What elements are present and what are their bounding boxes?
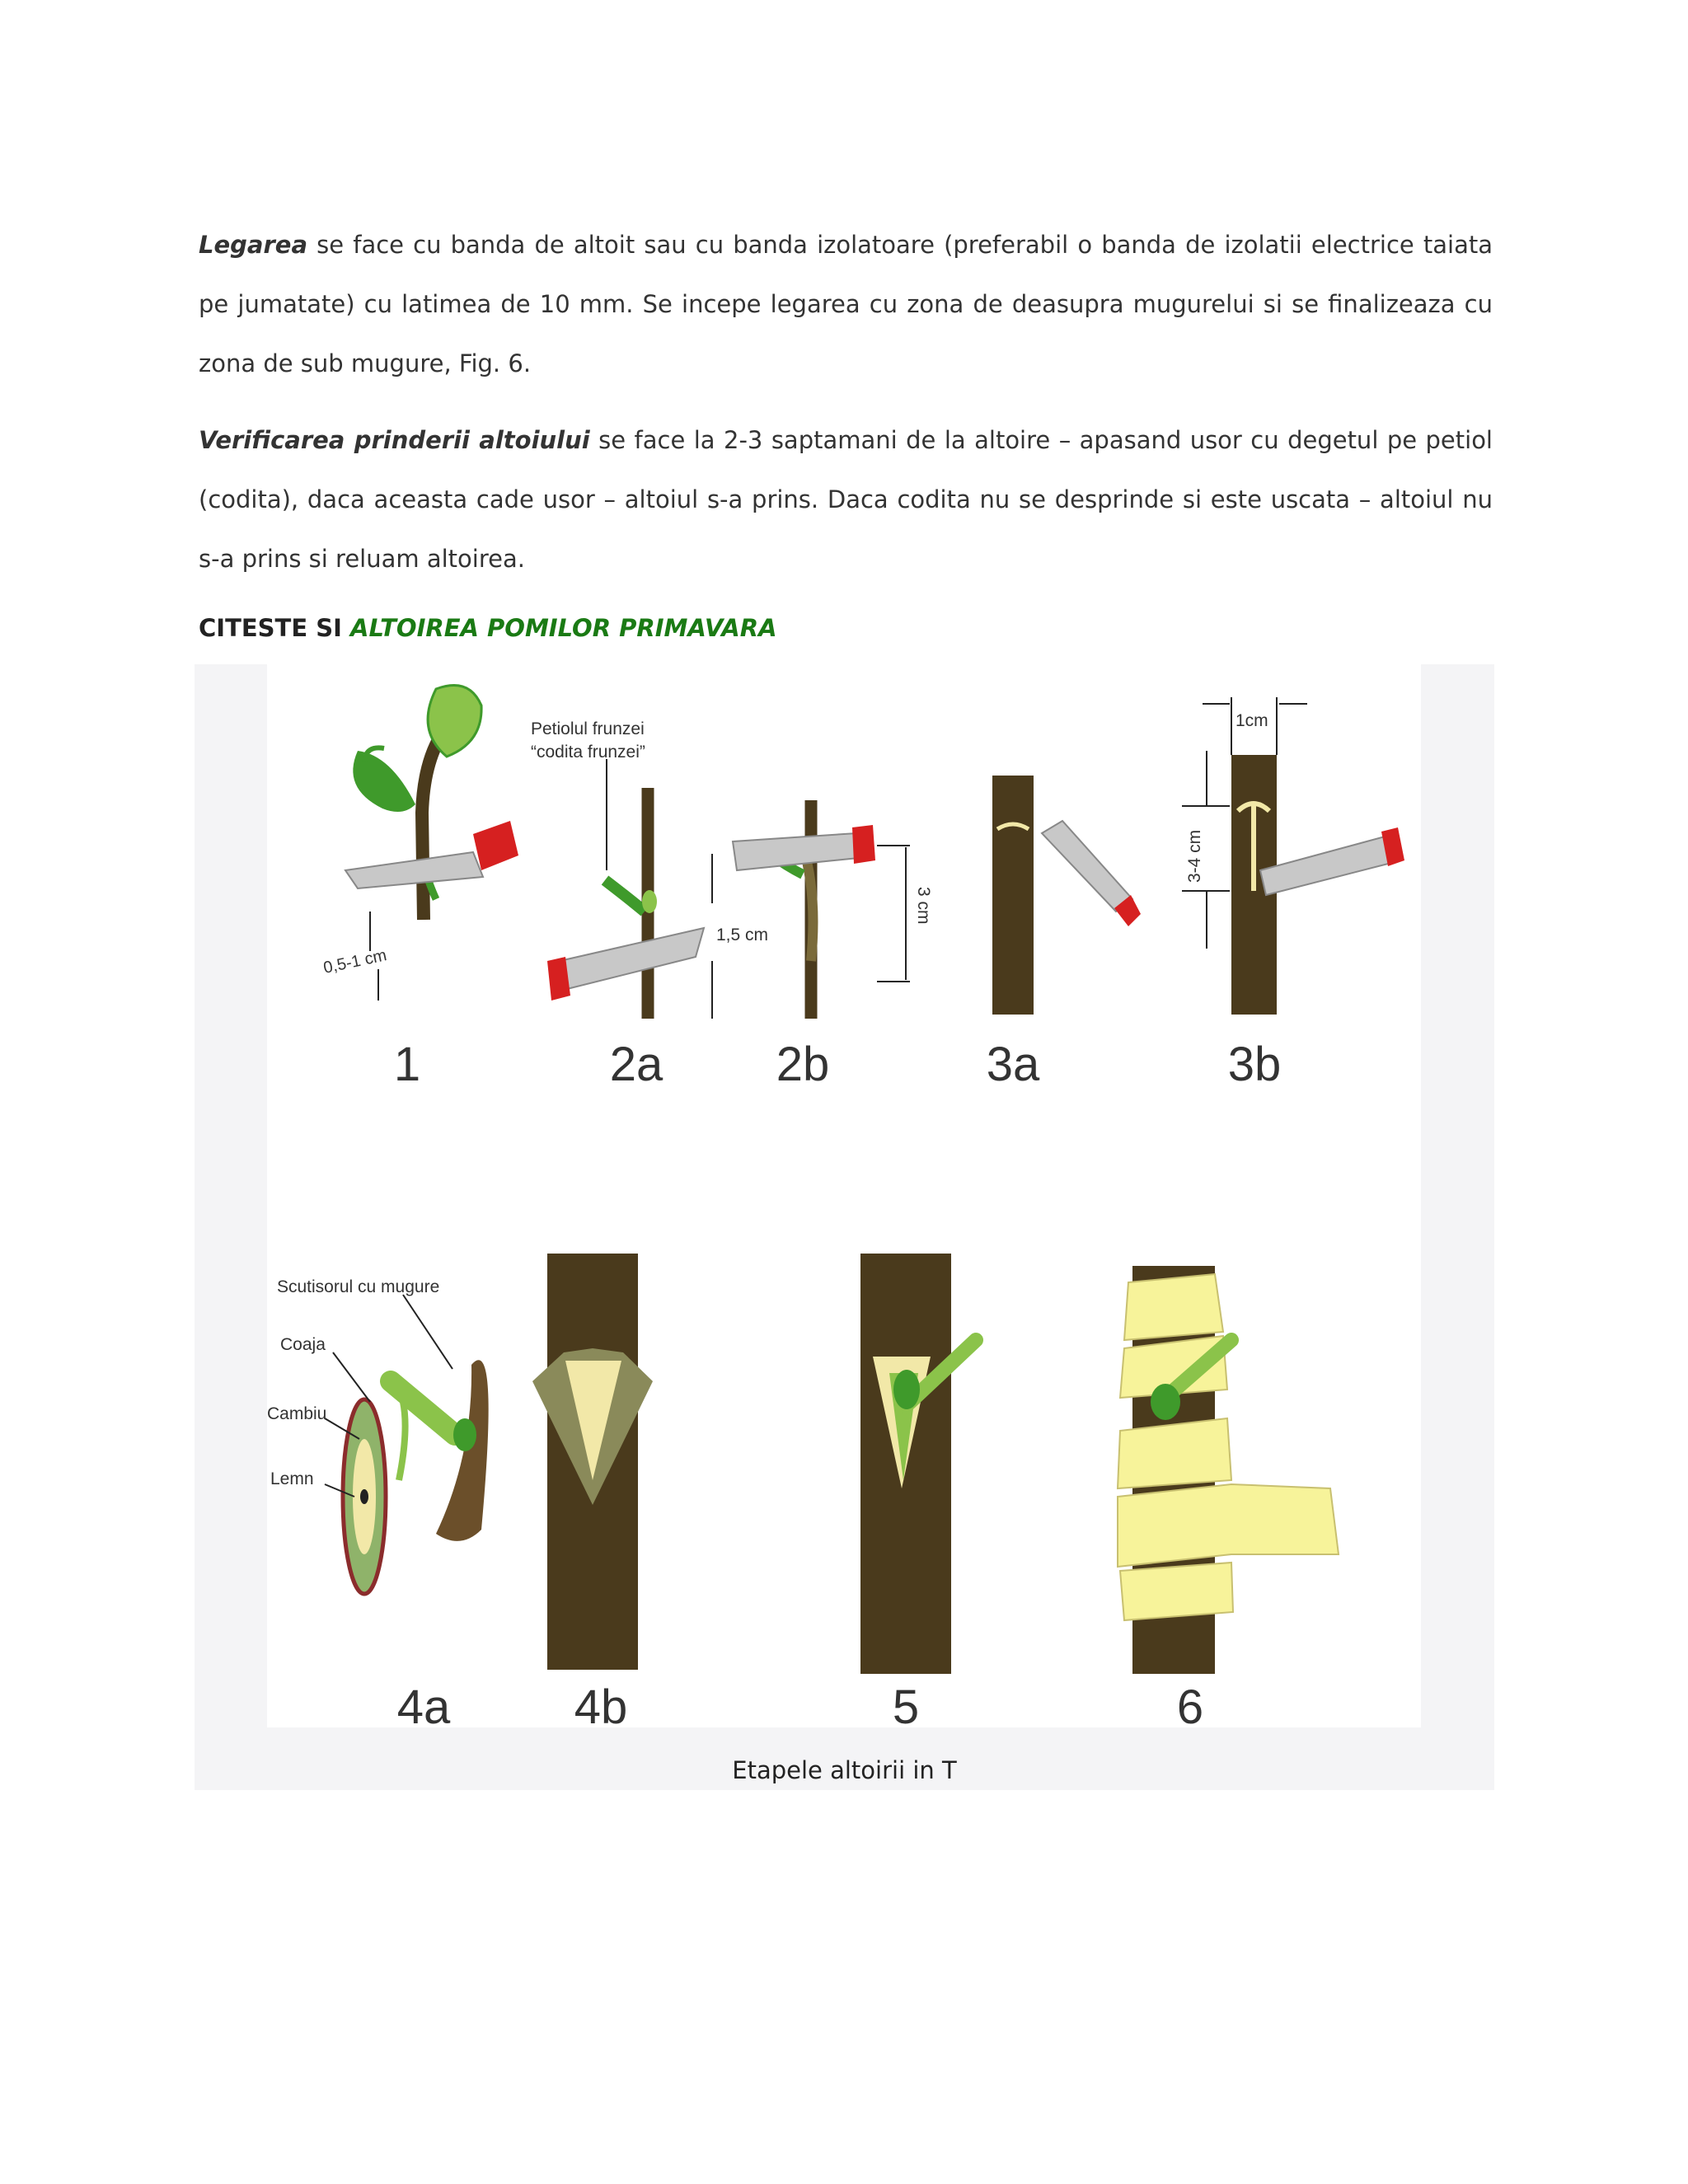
grafting-steps-illustration	[267, 664, 1421, 1727]
step-4b-drawing	[532, 1254, 653, 1670]
step-label-4b: 4b	[574, 1680, 628, 1727]
step-label-6: 6	[1176, 1680, 1204, 1727]
paragraph-text: se face cu banda de altoit sau cu banda izolatoare (preferabil o banda de izolatii electrice taiata pe jumatate) cu latimea de 10 mm. Se incepe legarea cu zona de deasupra mugurelui si se finalizeaza cu zona de sub mugure, Fig. 6.	[199, 231, 1493, 377]
step-label-5: 5	[892, 1680, 920, 1727]
paragraph-lead: Verificarea prinderii altoiului	[199, 426, 590, 454]
figure-caption: Etapele altoirii in T	[732, 1756, 957, 1784]
step-label-2b: 2b	[776, 1038, 830, 1091]
related-article-link[interactable]: ALTOIREA POMILOR PRIMAVARA	[350, 614, 777, 642]
annotation-dist-1: 0,5-1 cm	[321, 946, 389, 977]
step-label-2a: 2a	[609, 1038, 663, 1091]
annotation-petiol-line1: Petiolul frunzei	[531, 719, 645, 738]
annotation-lemn: Lemn	[270, 1469, 314, 1488]
annotation-scutisor: Scutisorul cu mugure	[277, 1277, 440, 1296]
related-article	[199, 614, 777, 642]
related-prefix: CITESTE SI	[199, 614, 351, 642]
annotation-dist-3b-height: 3-4 cm	[1185, 829, 1204, 883]
annotation-dist-3b-width: 1cm	[1236, 711, 1268, 730]
annotation-coaja: Coaja	[280, 1335, 326, 1354]
paragraph-legarea	[199, 215, 1493, 393]
paragraph-text: se face la 2-3 saptamani de la altoire – apasand usor cu degetul pe petiol (codita), daca aceasta cade usor – altoiul s-a prins. Daca codita nu se desprinde si este uscata – altoiul nu s-a prins si reluam altoirea.	[199, 426, 1493, 573]
paragraph-verificarea	[199, 410, 1493, 588]
step-label-4a: 4a	[396, 1680, 451, 1727]
annotation-petiol-line2: “codita frunzei”	[531, 743, 645, 762]
step-label-1: 1	[393, 1038, 421, 1091]
step-label-3a: 3a	[986, 1038, 1040, 1091]
step-label-3b: 3b	[1227, 1038, 1282, 1091]
annotation-dist-2a: 1,5 cm	[716, 926, 769, 944]
figure-etapele-altoirii	[195, 664, 1494, 1790]
annotation-cambiu: Cambiu	[267, 1404, 327, 1423]
annotation-dist-2b: 3 cm	[914, 887, 933, 925]
paragraph-lead: Legarea	[199, 231, 308, 259]
